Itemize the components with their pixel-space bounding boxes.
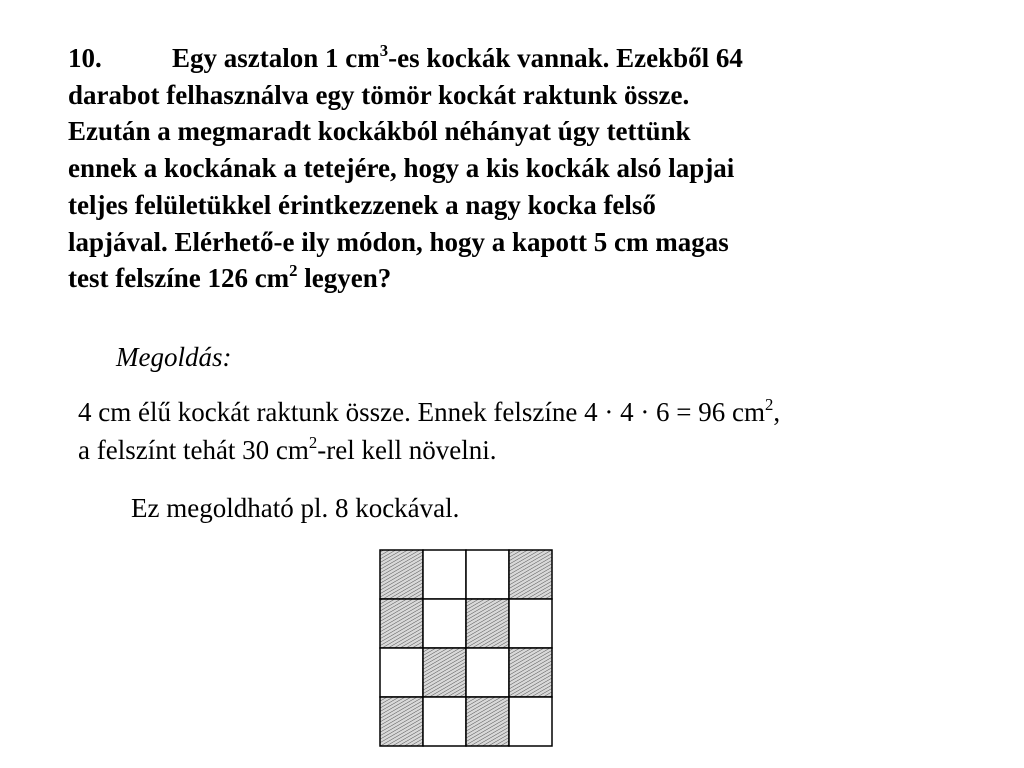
problem-line-5: teljes felületükkel érintkezzenek a nagy kocka felső xyxy=(68,189,656,220)
solution-text-part: a felszínt tehát 30 cm xyxy=(78,435,309,465)
problem-text: legyen? xyxy=(297,263,392,294)
solution-text-part: 4 cm élű kockát raktunk össze. Ennek felszíne 4 · 4 · 6 = 96 cm xyxy=(78,397,766,427)
grid-cell-empty xyxy=(509,599,552,648)
solution-text-part: -rel kell növelni. xyxy=(317,435,497,465)
superscript: 2 xyxy=(289,261,298,281)
grid-cell-empty xyxy=(466,550,509,599)
solution-line-2 xyxy=(78,431,1008,469)
grid-cell-shaded xyxy=(423,648,466,697)
problem-line-1 xyxy=(68,40,968,77)
grid-cell-shaded xyxy=(466,599,509,648)
problem-line-6: lapjával. Elérhető-e ily módon, hogy a kapott 5 cm magas xyxy=(68,226,729,257)
grid-cell-shaded xyxy=(509,648,552,697)
problem-number: 10. xyxy=(68,43,102,73)
grid-cell-shaded xyxy=(466,697,509,746)
solution-heading: Megoldás: xyxy=(116,342,232,372)
grid-cell-empty xyxy=(380,648,423,697)
grid-cell-shaded xyxy=(380,599,423,648)
grid-cell-shaded xyxy=(509,550,552,599)
superscript: 3 xyxy=(379,41,389,61)
superscript: 2 xyxy=(765,395,774,415)
superscript: 2 xyxy=(308,433,318,453)
grid-cell-empty xyxy=(423,550,466,599)
grid-cell-empty xyxy=(466,648,509,697)
problem-text: test felszíne 126 cm xyxy=(68,263,290,294)
problem-line-3: Ezután a megmaradt kockákból néhányat úgy tettünk xyxy=(68,116,691,147)
problem-statement xyxy=(68,40,968,297)
problem-text: Egy asztalon 1 cm xyxy=(172,43,380,73)
top-view-grid-figure xyxy=(379,549,555,749)
problem-text: -es kockák vannak. Ezekből 64 xyxy=(388,43,743,73)
solution-text-part: , xyxy=(773,397,781,427)
problem-line-7 xyxy=(68,260,968,297)
solution-note: Ez megoldható pl. 8 kockával. xyxy=(131,493,460,523)
grid-cell-empty xyxy=(509,697,552,746)
grid-cell-shaded xyxy=(380,550,423,599)
problem-line-4: ennek a kockának a tetejére, hogy a kis kockák alsó lapjai xyxy=(68,153,735,184)
solution-text xyxy=(78,393,1008,469)
grid-cell-shaded xyxy=(380,697,423,746)
solution-line-1 xyxy=(78,393,1008,431)
grid-cell-empty xyxy=(423,697,466,746)
grid-cell-empty xyxy=(423,599,466,648)
problem-line-2: darabot felhasználva egy tömör kockát raktunk össze. xyxy=(68,79,690,110)
